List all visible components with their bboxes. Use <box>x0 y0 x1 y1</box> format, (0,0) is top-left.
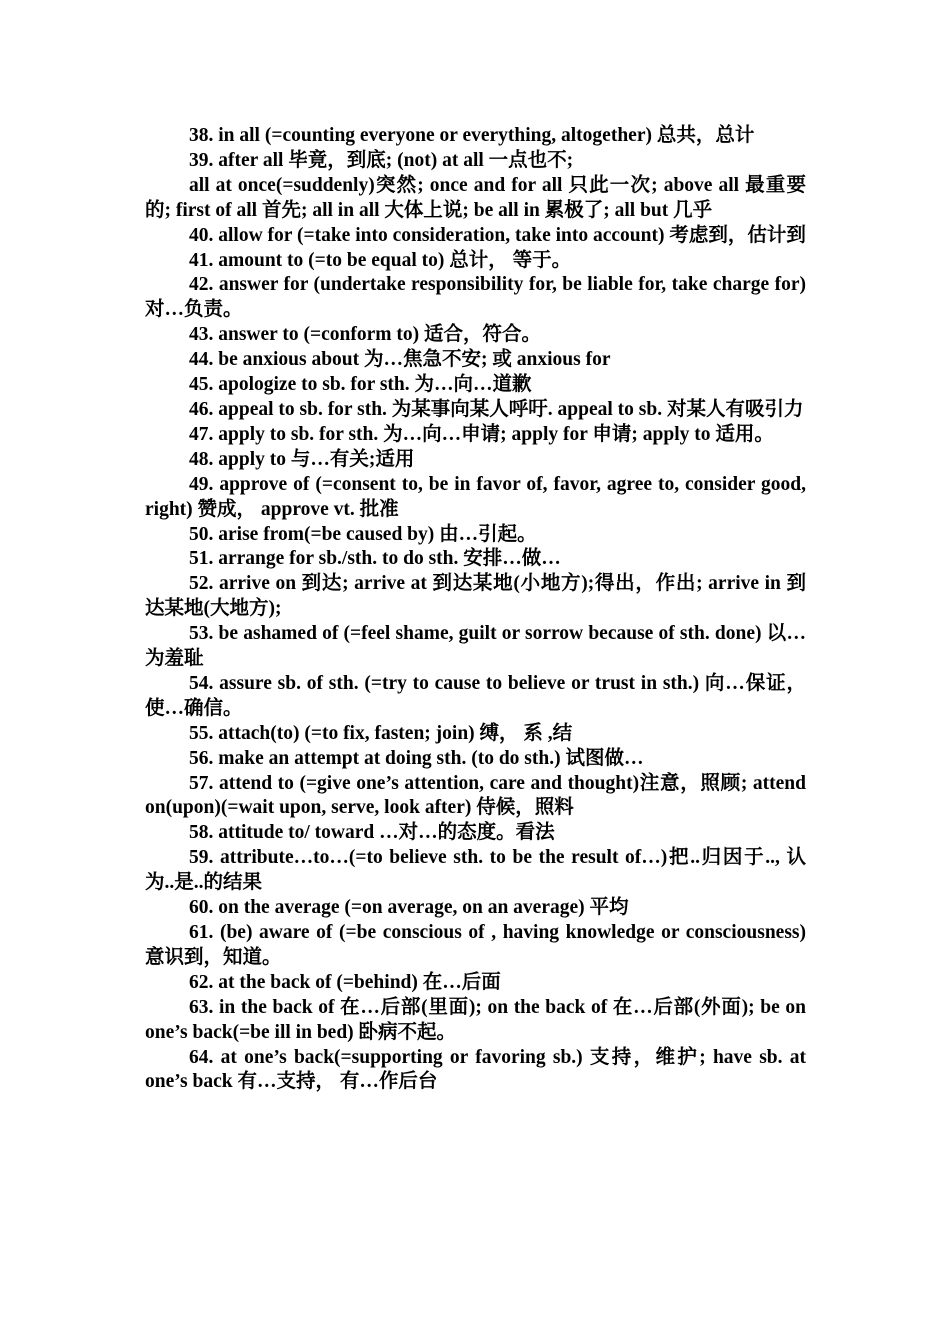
entry-41: 41. amount to (=to be equal to) 总计， 等于。 <box>189 249 572 271</box>
entry-52: 52. arrive on 到达; arrive at 到达某地(小地方);得出，作出; arrive in 到达某地(大地方); <box>145 573 806 620</box>
entry-40: 40. allow for (=take into consideration, take into account) 考虑到，估计到 <box>189 224 806 246</box>
entry-63: 63. in the back of 在…后部(里面); on the back of 在…后部(外面); be on one’s back(=be ill in bed) 卧病不起。 <box>145 996 806 1043</box>
entry-47: 47. apply to sb. for sth. 为…向…申请; apply for 申请; apply to 适用。 <box>189 423 774 445</box>
entry-61: 61. (be) aware of (=be conscious of , having knowledge or consciousness)意识到，知道。 <box>145 922 806 968</box>
entry-58: 58. attitude to/ toward …对…的态度。看法 <box>189 822 555 844</box>
entry-46: 46. appeal to sb. for sth. 为某事向某人呼吁. appeal to sb. 对某人有吸引力 <box>189 398 804 420</box>
entry-39-continued: all at once(=suddenly)突然; once and for all 只此一次; above all 最重要的; first of all 首先; all in all 大体上说; be all in 累极了; all but 几乎 <box>145 174 806 221</box>
entry-45: 45. apologize to sb. for sth. 为…向…道歉 <box>189 374 532 396</box>
entry-44: 44. be anxious about 为…焦急不安; 或 anxious for <box>189 349 611 371</box>
document-page <box>145 124 806 1095</box>
entry-55: 55. attach(to) (=to fix, fasten; join) 缚， 系 ,结 <box>189 722 573 744</box>
entry-39: 39. after all 毕竟，到底; (not) at all 一点也不; <box>189 149 574 171</box>
entry-60: 60. on the average (=on average, on an average) 平均 <box>189 897 629 919</box>
entry-42: 42. answer for (undertake responsibility for, be liable for, take charge for) 对…负责。 <box>145 274 806 321</box>
entry-51: 51. arrange for sb./sth. to do sth. 安排…做… <box>189 548 561 570</box>
entry-43: 43. answer to (=conform to) 适合，符合。 <box>189 324 541 346</box>
entry-53: 53. be ashamed of (=feel shame, guilt or sorrow because of sth. done) 以…为羞耻 <box>145 623 806 670</box>
entry-64: 64. at one’s back(=supporting or favoring sb.) 支持，维护; have sb. at one’s back 有…支持， 有…作后台 <box>145 1046 806 1093</box>
entry-38: 38. in all (=counting everyone or everything, altogether) 总共，总计 <box>189 125 755 146</box>
entry-54: 54. assure sb. of sth. (=try to cause to believe or trust in sth.) 向…保证， 使…确信。 <box>145 672 806 719</box>
entry-56: 56. make an attempt at doing sth. (to do sth.) 试图做… <box>189 747 644 769</box>
entry-57: 57. attend to (=give one’s attention, care and thought)注意，照顾; attend on(upon)(=wait upon, serve, look after) 侍候，照料 <box>145 772 806 819</box>
entry-50: 50. arise from(=be caused by) 由…引起。 <box>189 523 537 545</box>
entry-59: 59. attribute…to…(=to believe sth. to be the result of…)把..归因于.., 认为..是..的结果 <box>145 847 806 894</box>
entry-48: 48. apply to 与…有关;适用 <box>189 448 415 470</box>
entry-49: 49. approve of (=consent to, be in favor of, favor, agree to, consider good, right) 赞成， approve vt. 批准 <box>145 473 806 520</box>
entry-62: 62. at the back of (=behind) 在…后面 <box>189 971 501 993</box>
